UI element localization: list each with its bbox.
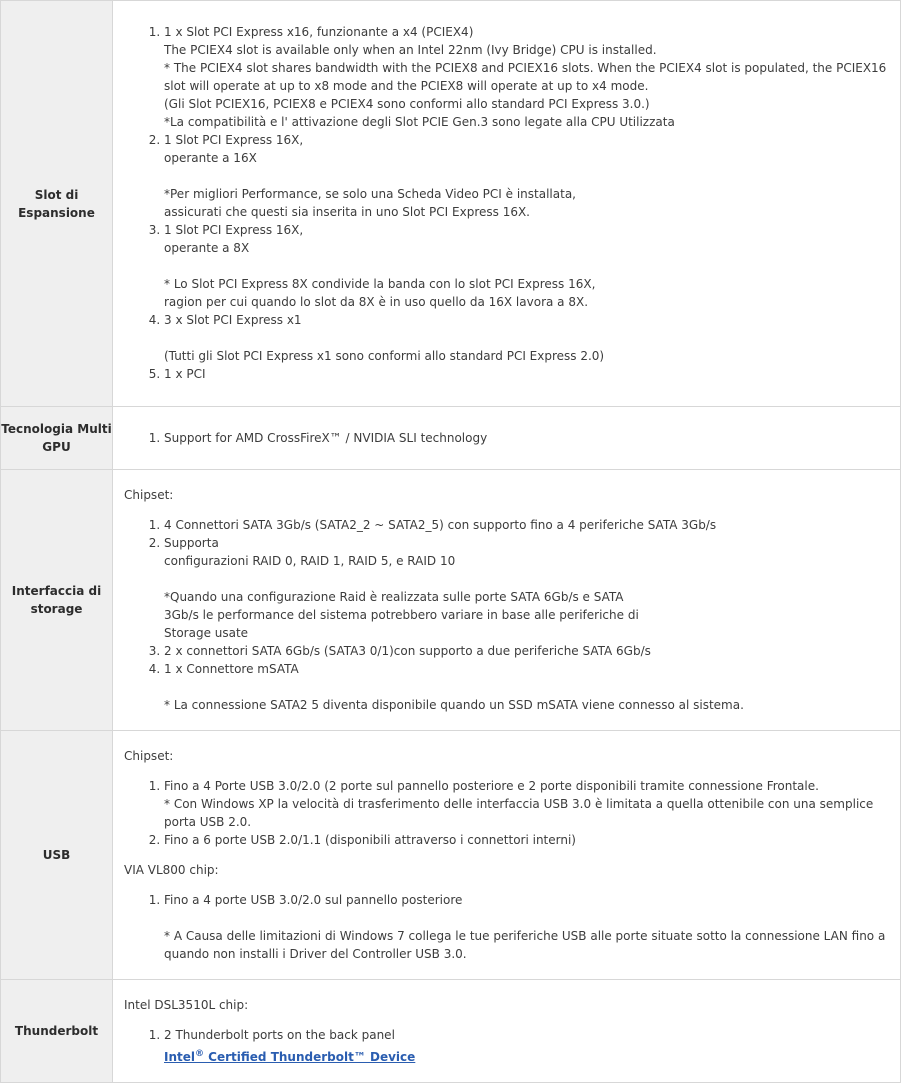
multigpu-list — [124, 429, 890, 447]
list-item — [164, 365, 890, 383]
text-line: *Quando una configurazione Raid è realizzata sulle porte SATA 6Gb/s e SATA — [164, 590, 624, 604]
text-line: * A Causa delle limitazioni di Windows 7 collega le tue periferiche USB alle porte situate sotto la connessione LAN fino a quando non installi i Driver del Controller USB 3.0. — [164, 929, 886, 961]
text-line: (Tutti gli Slot PCI Express x1 sono conformi allo standard PCI Express 2.0) — [164, 348, 605, 363]
storage-list — [124, 516, 890, 714]
list-item — [164, 221, 890, 311]
list-item — [164, 831, 890, 849]
via-chip-heading: VIA VL800 chip: — [124, 863, 219, 877]
text-line: 1. 4 Connettori SATA 3Gb/s (SATA2_2 ~ SATA2_5) con supporto fino a 4 periferiche SATA 3Gb/s — [164, 518, 717, 532]
row-value-storage — [113, 470, 901, 731]
list-item — [164, 660, 890, 714]
row-label-thunderbolt: Thunderbolt — [1, 980, 113, 1083]
row-usb — [1, 731, 901, 980]
row-label-storage: Interfaccia di storage — [1, 470, 113, 731]
list-item — [164, 642, 890, 660]
row-label-slot: Slot di Espansione — [1, 1, 113, 407]
row-label-multigpu: Tecnologia Multi GPU — [1, 407, 113, 470]
row-storage — [1, 470, 901, 731]
chip-heading: Intel DSL3510L chip: — [124, 998, 249, 1012]
text-line: 4. 3 x Slot PCI Express x1 — [164, 312, 302, 327]
list-item — [164, 131, 890, 221]
text-line: ragion per cui quando lo slot da 8X è in uso quello da 16X lavora a 8X. — [164, 294, 589, 309]
row-multigpu — [1, 407, 901, 470]
text-line: 2. Supporta — [164, 536, 219, 550]
list-item — [164, 23, 890, 131]
list-item — [164, 534, 890, 642]
text-line: 1. 2 Thunderbolt ports on the back panel — [164, 1028, 395, 1042]
text-line: The PCIEX4 slot is available only when an Intel 22nm (Ivy Bridge) CPU is installed. — [164, 42, 657, 57]
list-item — [164, 516, 890, 534]
usb-via-list — [124, 891, 890, 963]
row-value-thunderbolt — [113, 980, 901, 1083]
text-line: (Gli Slot PCIEX16, PCIEX8 e PCIEX4 sono conformi allo standard PCI Express 3.0.) — [164, 96, 650, 111]
list-item — [164, 311, 890, 365]
text-line: 2. 1 Slot PCI Express 16X, — [164, 132, 304, 147]
text-line: * The PCIEX4 slot shares bandwidth with the PCIEX8 and PCIEX16 slots. When the PCIEX4 slot is populated, the PCIEX16 slot will operate at up to x8 mode and the PCIEX8 will operate at up to x4 mode. — [164, 60, 887, 93]
text-line: 4. 1 x Connettore mSATA — [164, 662, 299, 676]
certified-device-link[interactable]: Intel® Certified Thunderbolt™ Device — [164, 1049, 416, 1064]
row-slot — [1, 1, 901, 407]
list-item — [164, 777, 890, 831]
text-line: Storage usate — [164, 626, 249, 640]
thunderbolt-list — [124, 1026, 890, 1066]
text-line: 1. 1 x Slot PCI Express x16, funzionante a x4 (PCIEX4) — [164, 24, 474, 39]
text-line: 2. Fino a 6 porte USB 2.0/1.1 (disponibili attraverso i connettori interni) — [164, 833, 576, 847]
text-line: 3Gb/s le performance del sistema potrebbero variare in base alle periferiche di — [164, 608, 639, 622]
row-thunderbolt — [1, 980, 901, 1083]
text-line: *La compatibilità e l' attivazione degli Slot PCIE Gen.3 sono legate alla CPU Utilizzata — [164, 114, 675, 129]
slot-list — [124, 23, 890, 383]
text-line: * Con Windows XP la velocità di trasferimento delle interfaccia USB 3.0 è limitata a quella ottenibile con una semplice porta USB 2.0. — [164, 797, 874, 829]
text-line: 1. Fino a 4 Porte USB 3.0/2.0 (2 porte sul pannello posteriore e 2 porte disponibili tramite connessione Frontale. — [164, 779, 819, 793]
text-line: assicurati che questi sia inserita in uno Slot PCI Express 16X. — [164, 204, 530, 219]
chipset-heading: Chipset: — [124, 488, 174, 502]
text-line: configurazioni RAID 0, RAID 1, RAID 5, e RAID 10 — [164, 554, 456, 568]
chipset-heading: Chipset: — [124, 749, 174, 763]
text-line: * La connessione SATA2 5 diventa disponibile quando un SSD mSATA viene connesso al sistema. — [164, 698, 744, 712]
row-value-usb — [113, 731, 901, 980]
usb-list — [124, 777, 890, 849]
list-item — [164, 891, 890, 963]
text-line: 1. Fino a 4 porte USB 3.0/2.0 sul pannello posteriore — [164, 893, 463, 907]
text-line: operante a 8X — [164, 240, 250, 255]
text-line: 3. 2 x connettori SATA 6Gb/s (SATA3 0/1)con supporto a due periferiche SATA 6Gb/s — [164, 644, 651, 658]
row-label-usb: USB — [1, 731, 113, 980]
row-value-multigpu — [113, 407, 901, 470]
row-value-slot — [113, 1, 901, 407]
text-line: operante a 16X — [164, 150, 257, 165]
text-line: 5. 1 x PCI — [164, 366, 206, 381]
text-line: *Per migliori Performance, se solo una Scheda Video PCI è installata, — [164, 186, 576, 201]
text-line: 3. 1 Slot PCI Express 16X, — [164, 222, 304, 237]
list-item — [164, 1026, 890, 1066]
text-line: * Lo Slot PCI Express 8X condivide la banda con lo slot PCI Express 16X, — [164, 276, 596, 291]
list-item: 1. Support for AMD CrossFireX™ / NVIDIA SLI technology — [164, 429, 890, 447]
